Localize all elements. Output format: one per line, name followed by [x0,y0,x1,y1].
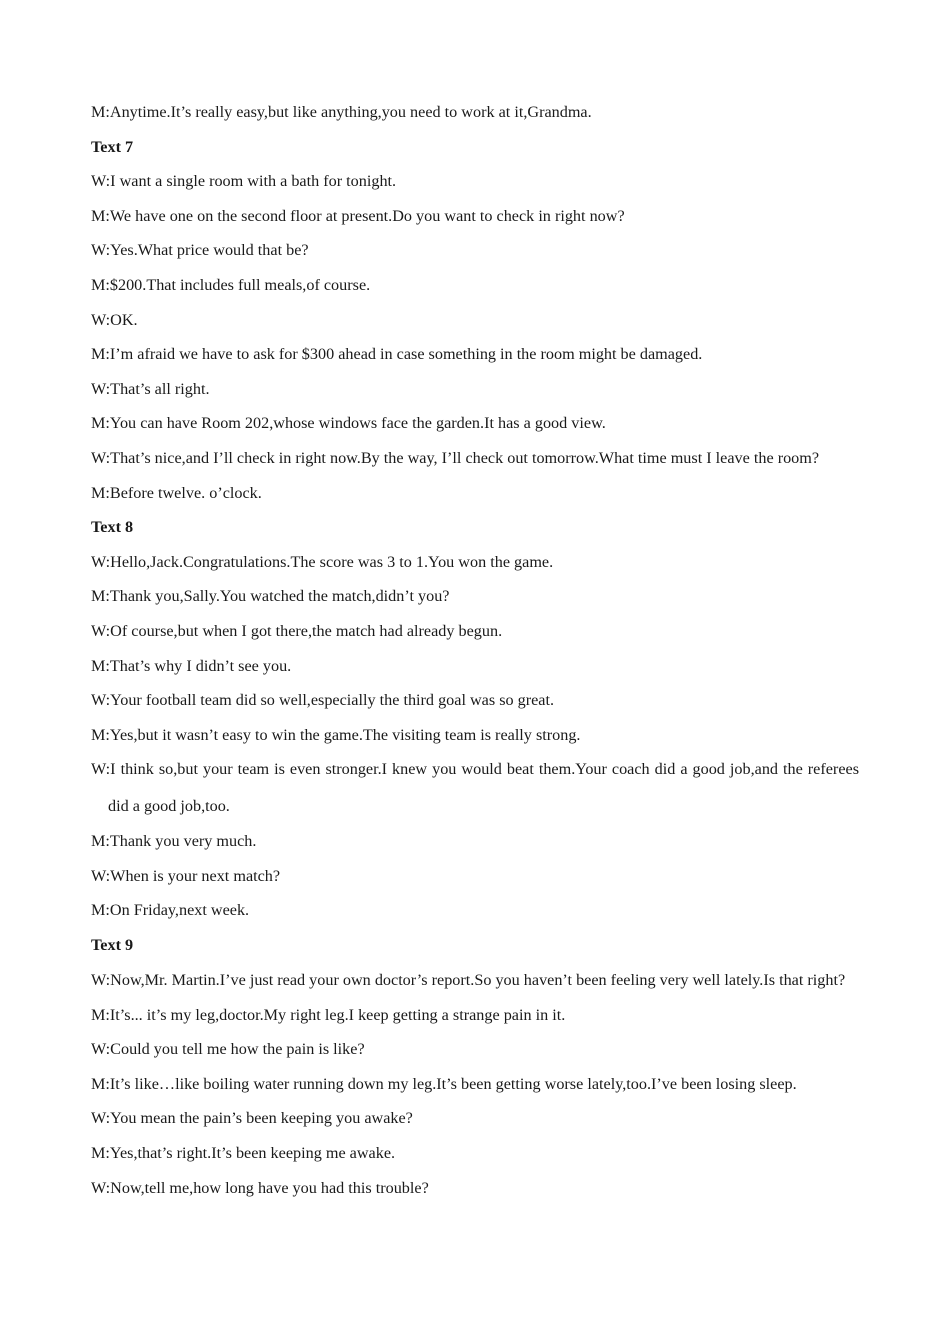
dialogue-line: M:That’s why I didn’t see you. [91,656,292,675]
dialogue-line: M:I’m afraid we have to ask for $300 ahead in case something in the room might be damaged. [91,345,703,364]
dialogue-line: M:It’s... it’s my leg,doctor.My right leg.I keep getting a strange pain in it. [91,1005,566,1024]
document-page [91,99,859,1209]
dialogue-line: M:We have one on the second floor at present.Do you want to check in right now? [91,206,625,225]
dialogue-line: W:You mean the pain’s been keeping you awake? [91,1109,413,1128]
dialogue-line-wrapped: W:Now,Mr. Martin.I’ve just read your own doctor’s report.So you haven’t been feeling very well lately.Is that right? [91,970,846,989]
dialogue-line: M:It’s like…like boiling water running down my leg.It’s been getting worse lately,too.I’ve been losing sleep. [91,1074,797,1093]
dialogue-line: M:You can have Room 202,whose windows face the garden.It has a good view. [91,414,606,433]
dialogue-line: W:That’s nice,and I’ll check in right now.By the way, I’ll check out tomorrow.What time must I leave the room? [91,448,820,467]
dialogue-line: W:Yes.What price would that be? [91,241,309,260]
section-heading: Text 7 [91,137,134,156]
dialogue-line: W:Your football team did so well,especially the third goal was so great. [91,691,555,710]
dialogue-line: M:Anytime.It’s really easy,but like anything,you need to work at it,Grandma. [91,103,592,121]
dialogue-line: W:OK. [91,310,138,329]
dialogue-line: W:Of course,but when I got there,the match had already begun. [91,621,503,640]
dialogue-line: M:Yes,that’s right.It’s been keeping me awake. [91,1144,396,1163]
dialogue-line: M:Before twelve. o’clock. [91,483,262,502]
dialogue-line: M:On Friday,next week. [91,901,250,920]
dialogue-line-wrapped: W:I think so,but your team is even stronger.I knew you would beat them.Your coach did a good job,and the referees did a good job,too. [91,760,859,816]
dialogue-line: W:Could you tell me how the pain is like? [91,1040,365,1059]
dialogue-line: W:I want a single room with a bath for tonight. [91,172,397,191]
dialogue-line: W:Now,tell me,how long have you had this trouble? [91,1178,429,1197]
dialogue-line: W:Hello,Jack.Congratulations.The score was 3 to 1.You won the game. [91,552,554,571]
section-heading: Text 9 [91,936,134,955]
dialogue-line: W:When is your next match? [91,866,281,885]
dialogue-line: M:Yes,but it wasn’t easy to win the game.The visiting team is really strong. [91,725,581,744]
dialogue-line: M:$200.That includes full meals,of course. [91,275,371,294]
section-heading: Text 8 [91,518,134,537]
dialogue-line: W:That’s all right. [91,379,210,398]
dialogue-line: M:Thank you very much. [91,832,257,851]
dialogue-line: M:Thank you,Sally.You watched the match,didn’t you? [91,587,450,606]
